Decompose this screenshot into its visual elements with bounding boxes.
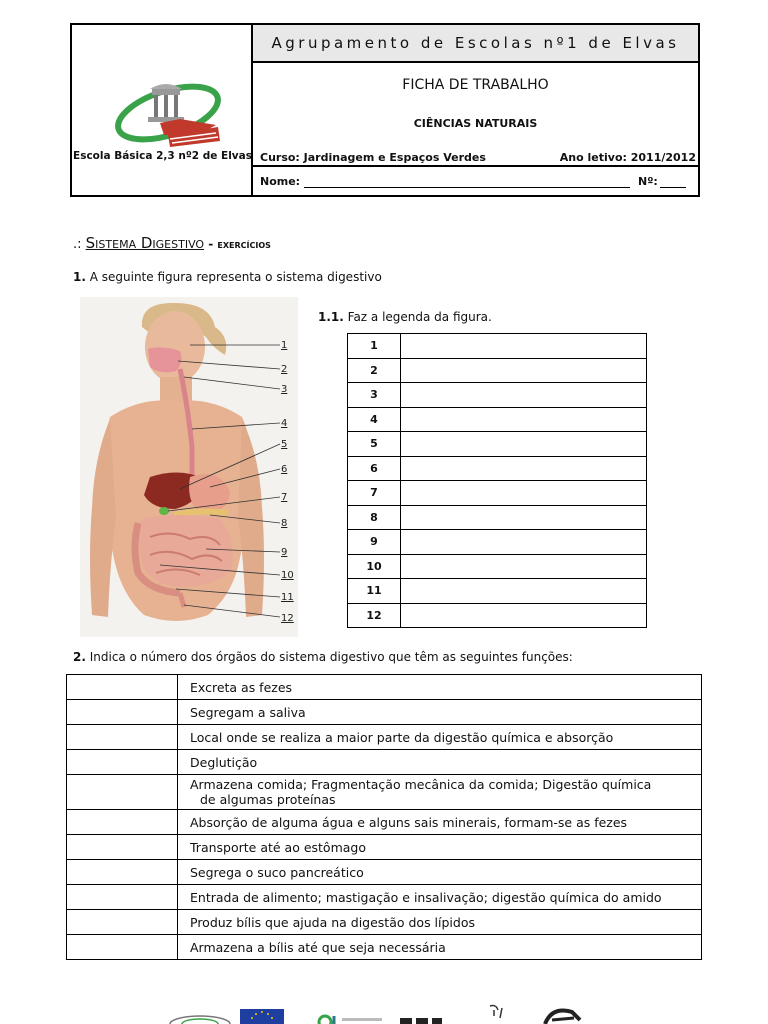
table-row (67, 835, 702, 860)
number-label: Nº: (638, 175, 658, 188)
question-1-text: A seguinte figura representa o sistema digestivo (85, 270, 382, 284)
row-number: 9 (348, 530, 401, 555)
question-2-number: 2. (73, 650, 86, 664)
figure-label: 9 (281, 547, 288, 558)
sponsor-logos (160, 1004, 600, 1024)
function-text: Local onde se realiza a maior parte da digestão química e absorção (178, 725, 702, 750)
table-row (348, 358, 647, 383)
question-2-text: Indica o número dos órgãos do sistema digestivo que têm as seguintes funções: (85, 650, 573, 664)
legend-answer-cell[interactable] (401, 530, 647, 555)
organ-number-cell[interactable] (67, 675, 178, 700)
legend-answer-cell[interactable] (401, 481, 647, 506)
function-text: Deglutição (178, 750, 702, 775)
organ-number-cell[interactable] (67, 910, 178, 935)
figure-label: 2 (281, 364, 288, 375)
function-text: Segrega o suco pancreático (178, 860, 702, 885)
eu-flag-icon (240, 1009, 284, 1024)
figure-label: 11 (281, 592, 294, 603)
table-row (348, 603, 647, 628)
section-title (73, 234, 271, 252)
question-1-1-number: 1.1. (318, 310, 344, 324)
table-row (67, 810, 702, 835)
table-row (348, 554, 647, 579)
organ-number-cell[interactable] (67, 810, 178, 835)
header-divider (253, 165, 698, 167)
section-prefix: .: (73, 237, 86, 252)
school-year-label: Ano letivo: 2011/2012 (559, 151, 696, 164)
table-row (67, 700, 702, 725)
table-row (67, 935, 702, 960)
function-text-line: de algumas proteínas (200, 792, 336, 807)
function-text: Transporte até ao estômago (178, 835, 702, 860)
legend-answer-cell[interactable] (401, 579, 647, 604)
digestive-system-figure (80, 297, 298, 637)
function-text-line: Armazena comida; Fragmentação mecânica da comida; Digestão química (190, 777, 652, 792)
question-1-1 (318, 310, 492, 324)
question-1 (73, 270, 382, 284)
figure-label: 12 (281, 613, 294, 624)
table-row (67, 860, 702, 885)
figure-label: 5 (281, 439, 288, 450)
table-row (348, 481, 647, 506)
row-number: 4 (348, 407, 401, 432)
organ-number-cell[interactable] (67, 700, 178, 725)
legend-answer-cell[interactable] (401, 334, 647, 359)
figure-label: 4 (281, 418, 288, 429)
pop-logo-icon (400, 1018, 442, 1024)
sponsor-logo (170, 1016, 230, 1024)
organ-number-cell[interactable] (67, 860, 178, 885)
figure-label: 1 (281, 340, 288, 351)
question-1-number: 1. (73, 270, 86, 284)
name-field[interactable] (304, 187, 630, 188)
function-text (178, 775, 702, 810)
worksheet-title: FICHA DE TRABALHO (402, 77, 549, 93)
function-text: Excreta as fezes (178, 675, 702, 700)
legend-answer-cell[interactable] (401, 456, 647, 481)
subject-name: CIÊNCIAS NATURAIS (413, 117, 538, 130)
school-block (72, 25, 253, 195)
question-2 (73, 650, 573, 664)
function-text: Armazena a bílis até que seja necessária (178, 935, 702, 960)
organ-number-cell[interactable] (67, 750, 178, 775)
table-row (67, 910, 702, 935)
legend-table (347, 333, 647, 628)
course-label: Curso: Jardinagem e Espaços Verdes (260, 151, 486, 164)
question-1-1-text: Faz a legenda da figura. (343, 310, 492, 324)
legend-answer-cell[interactable] (401, 505, 647, 530)
figure-label: 8 (281, 518, 288, 529)
figure-label: 10 (281, 570, 294, 581)
row-number: 1 (348, 334, 401, 359)
row-number: 12 (348, 603, 401, 628)
row-number: 3 (348, 383, 401, 408)
organ-number-cell[interactable] (67, 885, 178, 910)
function-text: Entrada de alimento; mastigação e insalivação; digestão química do amido (178, 885, 702, 910)
function-text: Segregam a saliva (178, 700, 702, 725)
row-number: 8 (348, 505, 401, 530)
legend-answer-cell[interactable] (401, 383, 647, 408)
student-number-field[interactable] (660, 187, 686, 188)
legend-answer-cell[interactable] (401, 432, 647, 457)
organ-number-cell[interactable] (67, 935, 178, 960)
qren-logo-icon (319, 1016, 382, 1024)
table-row (67, 885, 702, 910)
organization-name: Agrupamento de Escolas nº1 de Elvas (253, 25, 698, 63)
school-logo (108, 75, 228, 155)
organ-number-cell[interactable] (67, 775, 178, 810)
table-row (348, 334, 647, 359)
function-text: Absorção de alguma água e alguns sais minerais, formam-se as fezes (178, 810, 702, 835)
name-label: Nome: (260, 175, 301, 188)
row-number: 10 (348, 554, 401, 579)
table-row (348, 579, 647, 604)
table-row (348, 505, 647, 530)
table-row (67, 775, 702, 810)
functions-table (66, 674, 702, 960)
table-row (67, 725, 702, 750)
row-number: 7 (348, 481, 401, 506)
table-row (348, 383, 647, 408)
row-number: 11 (348, 579, 401, 604)
legend-answer-cell[interactable] (401, 603, 647, 628)
table-row (348, 407, 647, 432)
table-row (348, 432, 647, 457)
program-logo-icon (545, 1011, 580, 1024)
figure-label: 6 (281, 464, 288, 475)
legend-answer-cell[interactable] (401, 407, 647, 432)
school-name: Escola Básica 2,3 nº2 de Elvas (73, 150, 252, 162)
table-row (348, 530, 647, 555)
table-row (348, 456, 647, 481)
table-row (67, 675, 702, 700)
figure-label: 3 (281, 384, 288, 395)
row-number: 6 (348, 456, 401, 481)
legend-answer-cell[interactable] (401, 554, 647, 579)
organ-number-cell[interactable] (67, 835, 178, 860)
ministry-logo-icon (490, 1006, 502, 1019)
function-text: Produz bílis que ajuda na digestão dos lípidos (178, 910, 702, 935)
organ-number-cell[interactable] (67, 725, 178, 750)
worksheet-header (70, 23, 700, 197)
section-main-title: Sistema Digestivo (85, 234, 205, 252)
figure-label: 7 (281, 492, 288, 503)
row-number: 2 (348, 358, 401, 383)
table-row (67, 750, 702, 775)
legend-answer-cell[interactable] (401, 358, 647, 383)
section-subtitle: - exercícios (204, 237, 271, 251)
row-number: 5 (348, 432, 401, 457)
